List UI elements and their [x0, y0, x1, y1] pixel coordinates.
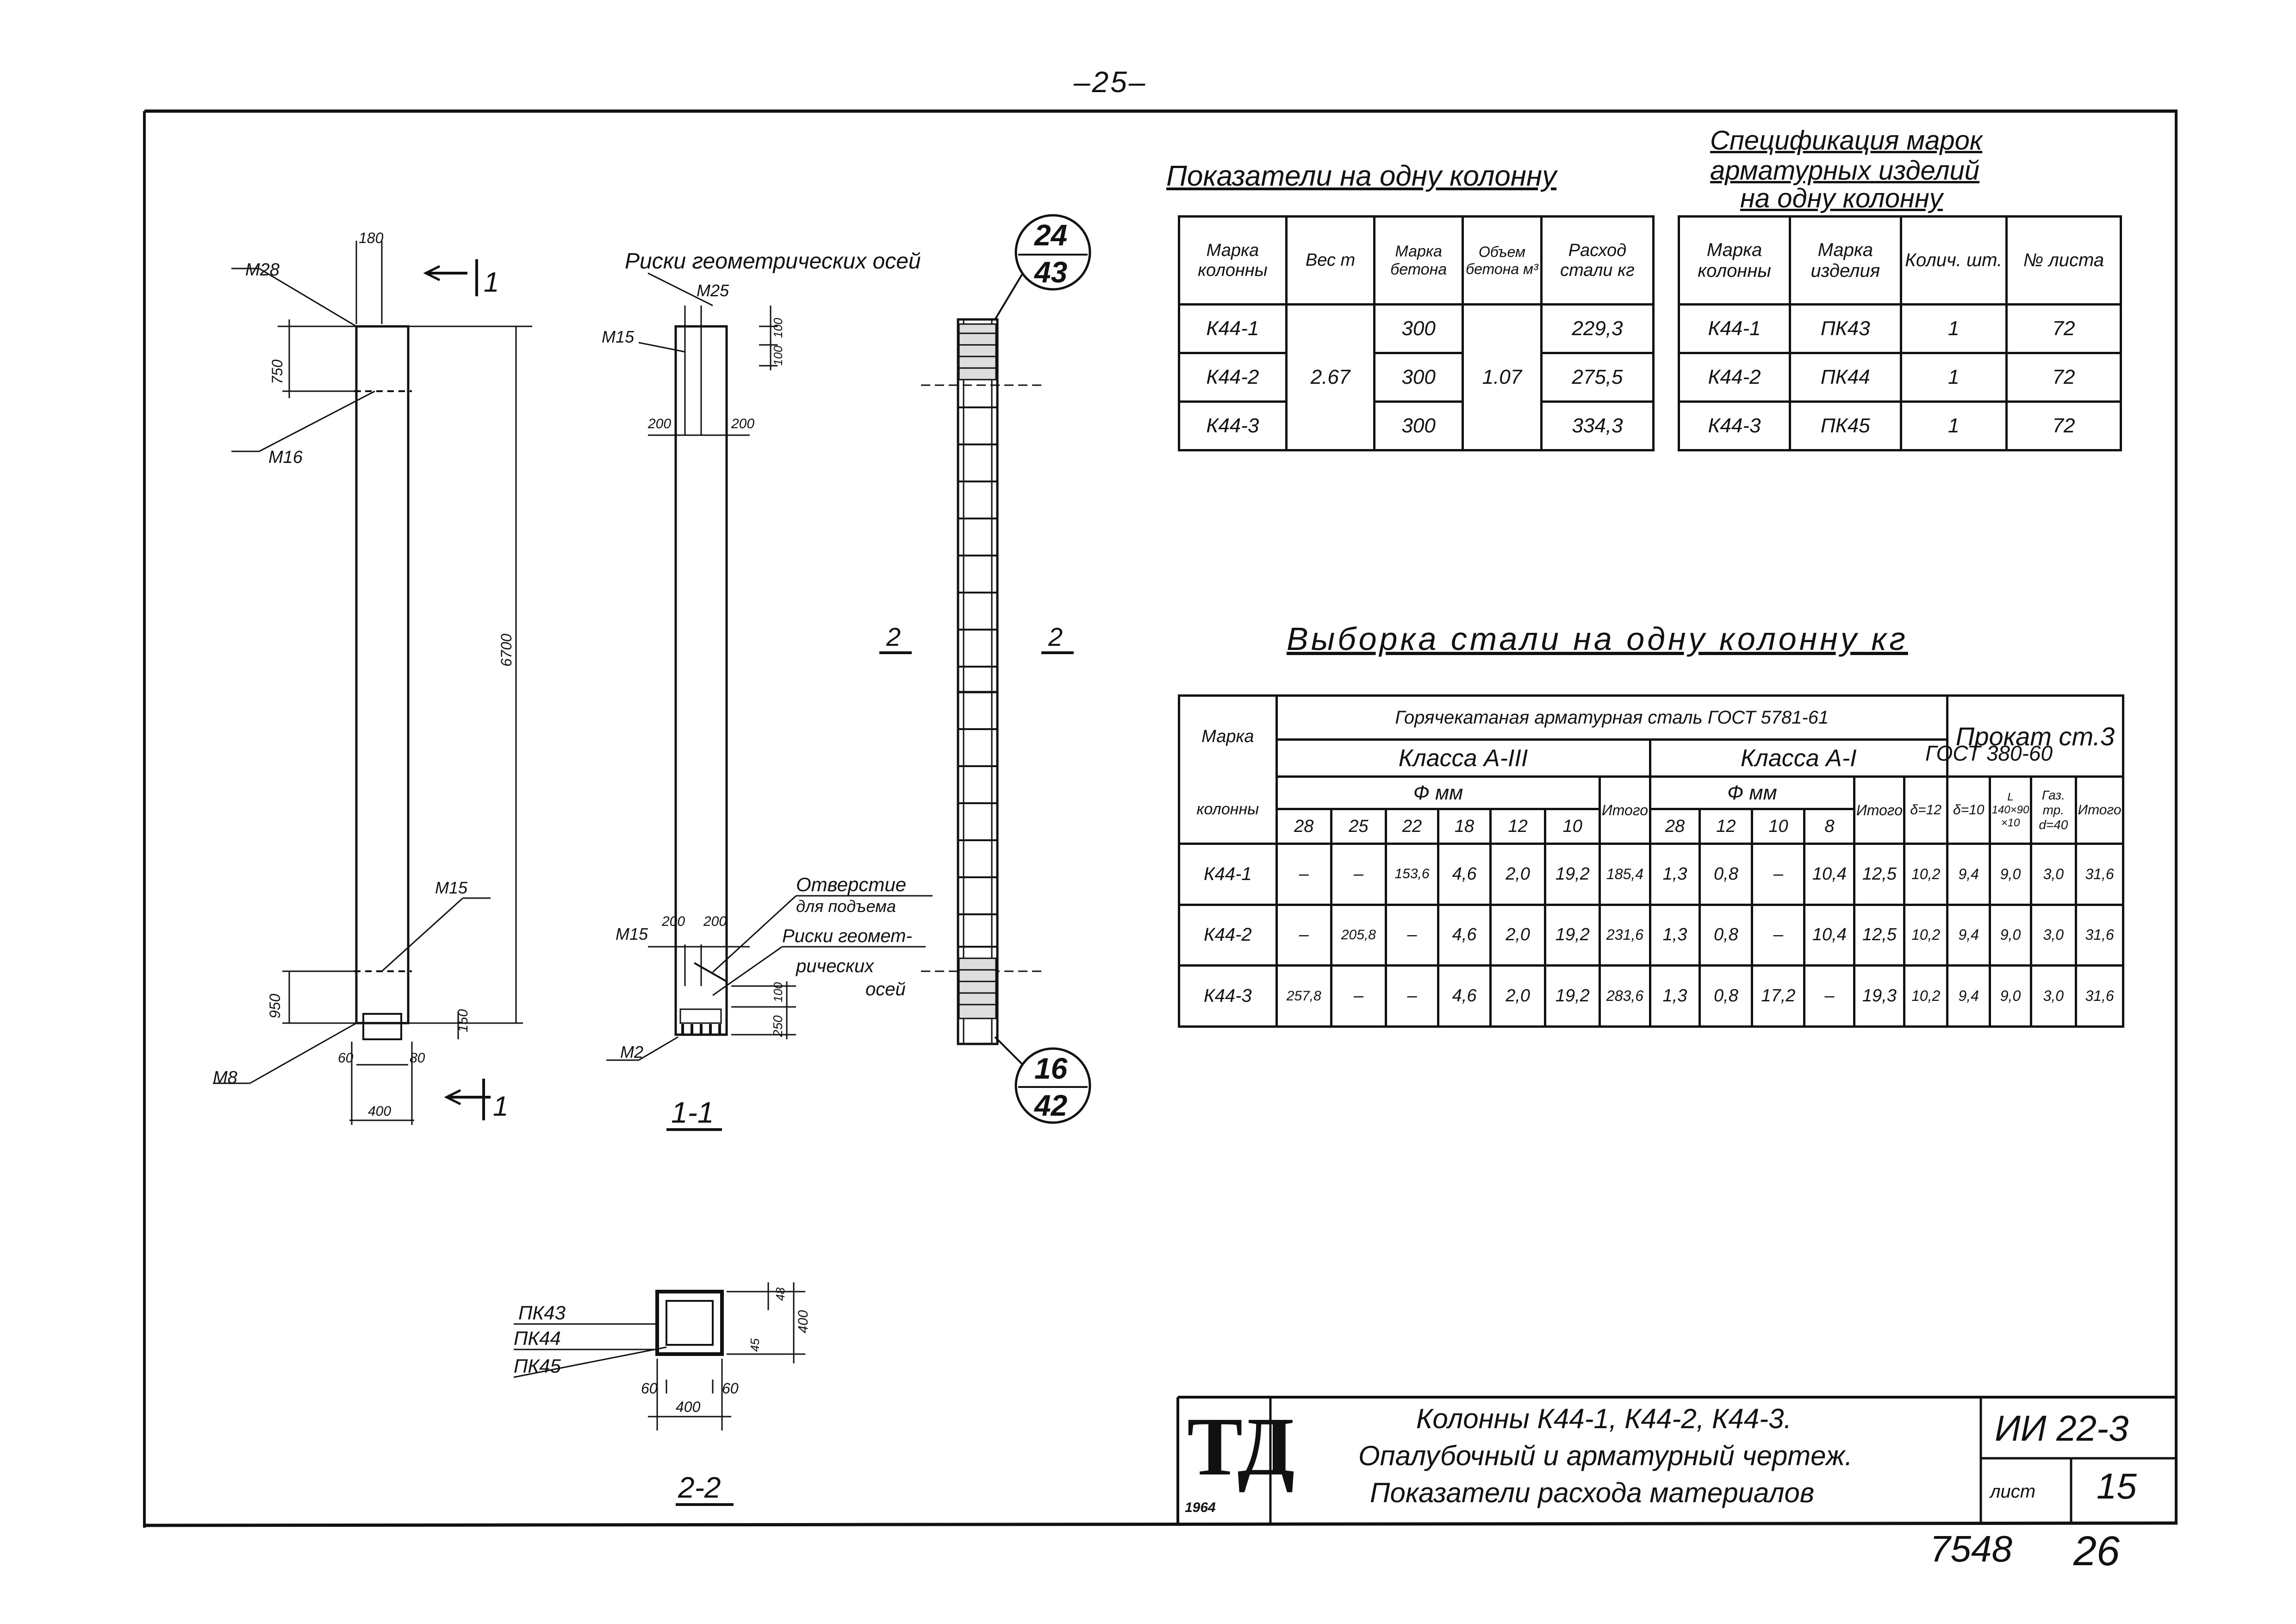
ind-weight: 2.67: [1286, 305, 1375, 450]
ind-row2-concrete: 300: [1375, 353, 1463, 402]
steel-r3-c1: 257,8: [1276, 966, 1331, 1027]
ind-head-steel: Расход стали кг: [1541, 217, 1653, 305]
dim-80: 80: [410, 1050, 425, 1066]
steel-r3-c14: 9,4: [1947, 966, 1990, 1027]
dim-400: 400: [368, 1104, 392, 1119]
dim-45: 45: [748, 1338, 762, 1352]
steel-rowhead-2: колонны: [1179, 777, 1277, 844]
stamp-page: 26: [2073, 1528, 2120, 1574]
ind-head-weight: Вес т: [1286, 217, 1375, 305]
steel-r1-c11: 10,4: [1804, 844, 1854, 905]
steel-dia-a3: Ф мм: [1276, 777, 1600, 809]
spec-r1-sheet: 72: [2006, 305, 2121, 353]
ind-row1-steel: 229,3: [1541, 305, 1653, 353]
section-1-1-title: 1-1: [671, 1096, 714, 1129]
steel-r3-c10: 17,2: [1752, 966, 1804, 1027]
steel-r1-c15: 9,0: [1990, 844, 2031, 905]
steel-a3-d18: 18: [1438, 809, 1491, 844]
node-bottom-sheet: 42: [1034, 1089, 1068, 1122]
steel-r1-c0: К44-1: [1179, 844, 1277, 905]
spec-r3-qty: 1: [1901, 402, 2006, 450]
steel-r3-c17: 31,6: [2076, 966, 2123, 1027]
steel-r1-c12: 12,5: [1854, 844, 1904, 905]
steel-r1-c7: 185,4: [1600, 844, 1650, 905]
label-m15-col: М15: [435, 878, 468, 897]
label-m15-sec: М15: [616, 924, 648, 943]
dim-100-c: 100: [771, 982, 785, 1002]
dim-60-sec-l: 60: [641, 1380, 658, 1397]
steel-a1-d28: 28: [1650, 809, 1700, 844]
dim-150: 150: [455, 1009, 471, 1032]
dim-100-b: 100: [771, 345, 785, 366]
indicators-title: Показатели на одну колонну: [1166, 160, 1557, 192]
ind-row3-mark: К44-3: [1179, 402, 1287, 450]
steel-r1-c6: 19,2: [1545, 844, 1600, 905]
steel-rolled-col-1: δ=12: [1904, 777, 1947, 844]
steel-r1-c14: 9,4: [1947, 844, 1990, 905]
steel-r3-c2: –: [1331, 966, 1386, 1027]
steel-r2-c12: 12,5: [1854, 905, 1904, 966]
node-top-num: 24: [1034, 219, 1068, 252]
title-line-1: Колонны К44-1, К44-2, К44-3.: [1416, 1403, 1792, 1434]
steel-class-a3: Класса А-III: [1276, 740, 1650, 777]
dim-400-sec: 400: [796, 1310, 811, 1333]
steel-r2-c3: –: [1386, 905, 1438, 966]
title-series: ИИ 22-3: [1995, 1408, 2129, 1449]
steel-r1-c8: 1,3: [1650, 844, 1700, 905]
spec-title-3: на одну колонну: [1740, 183, 1943, 213]
section-mark-right: 2: [1048, 622, 1063, 651]
steel-r2-c1: –: [1276, 905, 1331, 966]
title-line-3: Показатели расхода материалов: [1370, 1477, 1815, 1508]
label-m28: М28: [245, 260, 280, 280]
cage-label-pk45: ПК45: [514, 1355, 561, 1377]
label-m8: М8: [213, 1068, 237, 1087]
steel-r2-c8: 1,3: [1650, 905, 1700, 966]
steel-r2-c0: К44-2: [1179, 905, 1277, 966]
spec-r2-sheet: 72: [2006, 353, 2121, 402]
spec-r3-item: ПК45: [1790, 402, 1901, 450]
steel-r2-c6: 19,2: [1545, 905, 1600, 966]
label-m25: М25: [697, 281, 729, 300]
steel-r3-c4: 4,6: [1438, 966, 1491, 1027]
steel-r2-c16: 3,0: [2031, 905, 2076, 966]
steel-a3-d10: 10: [1545, 809, 1600, 844]
steel-a3-d25: 25: [1331, 809, 1386, 844]
steel-r2-c5: 2,0: [1491, 905, 1545, 966]
dim-100-a: 100: [771, 318, 785, 338]
steel-rolled: Прокат ст.3: [1947, 696, 2123, 777]
spec-head-sheet: № листа: [2006, 217, 2121, 305]
spec-title-1: Спецификация марок: [1710, 125, 1983, 156]
spec-r3-mark: К44-3: [1679, 402, 1790, 450]
title-line-2: Опалубочный и арматурный чертеж.: [1358, 1440, 1853, 1471]
steel-rolled-total: Итого: [2076, 777, 2123, 844]
steel-r3-c7: 283,6: [1600, 966, 1650, 1027]
specification-table: [1678, 215, 2122, 451]
steel-total-a3: Итого: [1600, 777, 1650, 844]
steel-r2-c9: 0,8: [1700, 905, 1752, 966]
dim-750: 750: [269, 359, 286, 384]
steel-r3-c12: 19,3: [1854, 966, 1904, 1027]
label-m2: М2: [620, 1043, 644, 1062]
label-risks2-3: осей: [865, 979, 906, 999]
ind-row1-concrete: 300: [1375, 305, 1463, 353]
steel-r3-c13: 10,2: [1904, 966, 1947, 1027]
ind-head-concrete: Марка бетона: [1375, 217, 1463, 305]
steel-total-a1: Итого: [1854, 777, 1904, 844]
steel-r3-c6: 19,2: [1545, 966, 1600, 1027]
steel-rolled-gost: ГОСТ 380-60: [1925, 741, 2053, 765]
steel-title: Выборка стали на одну колонну кг: [1287, 621, 1908, 657]
stamp-number: 7548: [1930, 1528, 2012, 1569]
steel-r2-c11: 10,4: [1804, 905, 1854, 966]
title-logo: ТД: [1187, 1400, 1295, 1493]
title-sheet-label: лист: [1990, 1481, 2036, 1502]
ind-volume: 1.07: [1462, 305, 1541, 450]
dim-200-a: 200: [648, 416, 672, 431]
dim-48: 48: [773, 1287, 787, 1301]
steel-r2-c2: 205,8: [1331, 905, 1386, 966]
steel-r1-c9: 0,8: [1700, 844, 1752, 905]
steel-r1-c4: 4,6: [1438, 844, 1491, 905]
spec-r2-mark: К44-2: [1679, 353, 1790, 402]
steel-r2-c4: 4,6: [1438, 905, 1491, 966]
spec-r2-item: ПК44: [1790, 353, 1901, 402]
steel-rolled-col-3: L 140×90 ×10: [1990, 777, 2031, 844]
steel-r2-c14: 9,4: [1947, 905, 1990, 966]
section-2-2-title: 2-2: [678, 1471, 721, 1504]
spec-head-qty: Колич. шт.: [1901, 217, 2006, 305]
steel-group-hot: Горячекатаная арматурная сталь ГОСТ 5781-61: [1276, 696, 1947, 740]
spec-r2-qty: 1: [1901, 353, 2006, 402]
steel-r3-c0: К44-3: [1179, 966, 1277, 1027]
ind-row3-concrete: 300: [1375, 402, 1463, 450]
dim-200-c: 200: [662, 914, 685, 929]
title-year: 1964: [1185, 1500, 1216, 1515]
dim-200-d: 200: [703, 914, 727, 929]
spec-head-item: Марка изделия: [1790, 217, 1901, 305]
steel-rolled-col-4: Газ. тр. d=40: [2031, 777, 2076, 844]
spec-r1-qty: 1: [1901, 305, 2006, 353]
spec-head-mark: Марка колонны: [1679, 217, 1790, 305]
spec-r3-sheet: 72: [2006, 402, 2121, 450]
steel-rolled-col-2: δ=10: [1947, 777, 1990, 844]
steel-a1-d10: 10: [1752, 809, 1804, 844]
steel-r3-c8: 1,3: [1650, 966, 1700, 1027]
steel-r1-c16: 3,0: [2031, 844, 2076, 905]
label-risks: Риски геометрических осей: [625, 249, 921, 274]
steel-a3-d22: 22: [1386, 809, 1438, 844]
steel-class-a1: Класса А-I: [1650, 740, 1947, 777]
dim-60-sec-r: 60: [722, 1380, 739, 1397]
steel-a1-d8: 8: [1804, 809, 1854, 844]
steel-r3-c9: 0,8: [1700, 966, 1752, 1027]
steel-r2-c17: 31,6: [2076, 905, 2123, 966]
steel-a3-d12: 12: [1491, 809, 1545, 844]
dim-400-sec-b: 400: [676, 1399, 701, 1415]
dim-250: 250: [771, 1015, 785, 1037]
spec-title-2: арматурных изделий: [1710, 156, 1980, 186]
steel-r1-c5: 2,0: [1491, 844, 1545, 905]
steel-r2-c10: –: [1752, 905, 1804, 966]
section-mark-left: 2: [886, 622, 901, 651]
cut-mark-top: 1: [484, 267, 499, 298]
steel-r2-c15: 9,0: [1990, 905, 2031, 966]
steel-r1-c13: 10,2: [1904, 844, 1947, 905]
ind-row1-mark: К44-1: [1179, 305, 1287, 353]
steel-r3-c11: –: [1804, 966, 1854, 1027]
cut-mark-bottom: 1: [493, 1091, 509, 1122]
label-risks2-1: Риски геомет-: [782, 926, 912, 946]
cage-label-pk43: ПК43: [518, 1302, 566, 1324]
steel-r3-c15: 9,0: [1990, 966, 2031, 1027]
cage-label-pk44: ПК44: [514, 1327, 561, 1349]
label-m16: М16: [268, 448, 303, 467]
indicators-table: [1178, 215, 1655, 451]
dim-6700: 6700: [498, 633, 515, 667]
steel-r3-c16: 3,0: [2031, 966, 2076, 1027]
label-hole-2: для подъема: [796, 897, 896, 916]
steel-r1-c2: –: [1331, 844, 1386, 905]
steel-r1-c1: –: [1276, 844, 1331, 905]
label-risks2-2: рических: [796, 956, 874, 976]
ind-head-volume: Объем бетона м³: [1462, 217, 1541, 305]
steel-r2-c7: 231,6: [1600, 905, 1650, 966]
page-number: –25–: [1074, 65, 1147, 99]
steel-rowhead-1: Марка: [1179, 696, 1277, 777]
ind-head-mark: Марка колонны: [1179, 217, 1287, 305]
ind-row3-steel: 334,3: [1541, 402, 1653, 450]
steel-r1-c10: –: [1752, 844, 1804, 905]
spec-r1-mark: К44-1: [1679, 305, 1790, 353]
steel-r1-c17: 31,6: [2076, 844, 2123, 905]
ind-row2-steel: 275,5: [1541, 353, 1653, 402]
label-hole-1: Отверстие: [796, 874, 907, 895]
node-bottom-num: 16: [1034, 1052, 1068, 1085]
steel-r2-c13: 10,2: [1904, 905, 1947, 966]
ind-row2-mark: К44-2: [1179, 353, 1287, 402]
steel-a3-d28: 28: [1276, 809, 1331, 844]
steel-dia-a1: Ф мм: [1650, 777, 1854, 809]
dim-180: 180: [359, 230, 384, 246]
dim-950: 950: [267, 993, 283, 1018]
dim-60: 60: [338, 1050, 354, 1066]
node-top-sheet: 43: [1034, 256, 1068, 289]
steel-r1-c3: 153,6: [1386, 844, 1438, 905]
steel-r3-c5: 2,0: [1491, 966, 1545, 1027]
dim-200-b: 200: [731, 416, 755, 431]
spec-r1-item: ПК43: [1790, 305, 1901, 353]
title-sheet-number: 15: [2097, 1466, 2137, 1506]
steel-a1-d12: 12: [1700, 809, 1752, 844]
label-m15-top: М15: [602, 327, 635, 346]
steel-r3-c3: –: [1386, 966, 1438, 1027]
